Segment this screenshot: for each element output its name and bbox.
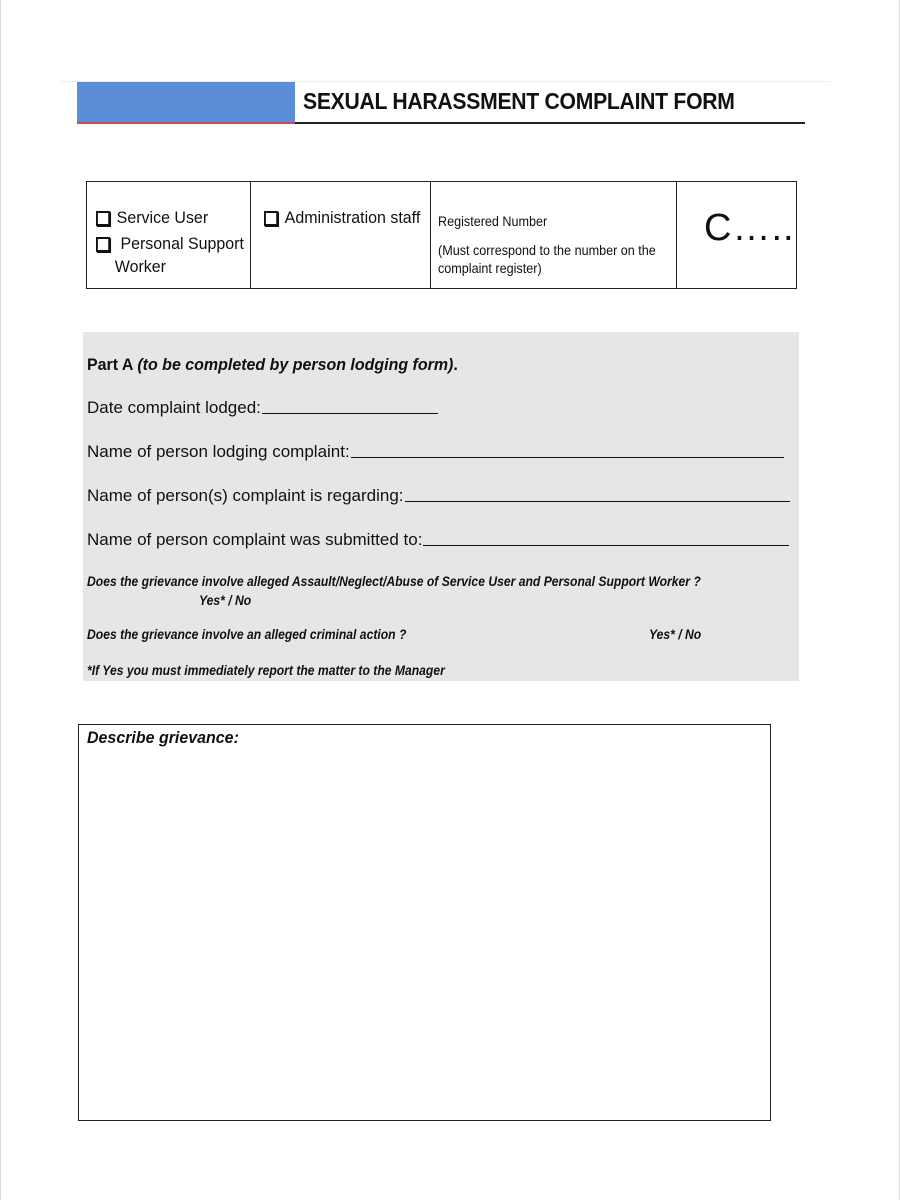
admin-staff-checkbox[interactable] bbox=[264, 211, 278, 226]
registered-number-cell bbox=[431, 182, 677, 289]
user-type-cell bbox=[87, 182, 251, 289]
person-lodging-label: Name of person lodging complaint: bbox=[87, 442, 350, 461]
service-user-option[interactable] bbox=[96, 206, 244, 230]
part-a-heading-bold: Part A bbox=[87, 355, 138, 374]
registered-number-label: Registered Number bbox=[438, 213, 548, 229]
person-regarding-label: Name of person(s) complaint is regarding: bbox=[87, 486, 404, 505]
admin-staff-option[interactable] bbox=[264, 206, 420, 230]
page-edge-left bbox=[0, 0, 1, 1200]
title-underline-accent bbox=[77, 122, 295, 124]
date-lodged-label: Date complaint lodged: bbox=[87, 398, 261, 417]
submitted-to-field bbox=[87, 530, 789, 550]
person-lodging-field bbox=[87, 442, 784, 462]
register-table bbox=[86, 181, 797, 289]
submitted-to-input[interactable] bbox=[423, 544, 789, 546]
grievance-label: Describe grievance: bbox=[87, 728, 239, 747]
service-user-checkbox[interactable] bbox=[96, 211, 110, 226]
registered-number-note-line1: (Must correspond to the number on the bbox=[438, 242, 656, 258]
date-lodged-input[interactable] bbox=[262, 412, 438, 414]
manager-note: *If Yes you must immediately report the matter to the Manager bbox=[87, 663, 445, 678]
question-criminal-answer[interactable]: Yes* / No bbox=[649, 627, 702, 642]
registered-code: C….. bbox=[704, 207, 795, 249]
part-a-heading-end: . bbox=[453, 355, 458, 374]
person-regarding-field bbox=[87, 486, 790, 506]
part-a-section bbox=[83, 332, 799, 681]
question-criminal: Does the grievance involve an alleged criminal action ? bbox=[87, 627, 407, 642]
date-lodged-field bbox=[87, 398, 438, 418]
personal-support-checkbox[interactable] bbox=[96, 237, 110, 252]
personal-support-label-line2: Worker bbox=[114, 257, 167, 276]
admin-staff-cell bbox=[251, 182, 431, 289]
part-a-heading bbox=[87, 355, 458, 375]
person-lodging-input[interactable] bbox=[351, 456, 784, 458]
admin-staff-label: Administration staff bbox=[284, 208, 421, 227]
service-user-label: Service User bbox=[116, 208, 209, 227]
person-regarding-input[interactable] bbox=[405, 500, 790, 502]
part-a-heading-italic: (to be completed by person lodging form) bbox=[137, 355, 454, 374]
submitted-to-label: Name of person complaint was submitted to: bbox=[87, 530, 423, 549]
personal-support-label-line1: Personal Support bbox=[120, 234, 244, 253]
question-assault-answer[interactable]: Yes* / No bbox=[199, 593, 252, 608]
title-accent-block bbox=[77, 82, 295, 122]
question-assault: Does the grievance involve alleged Assault/Neglect/Abuse of Service User and Personal Support Worker ? bbox=[87, 574, 701, 589]
registered-code-cell[interactable] bbox=[677, 182, 797, 289]
page-title: SEXUAL HARASSMENT COMPLAINT FORM bbox=[303, 88, 735, 114]
personal-support-label-line2-row bbox=[96, 255, 244, 279]
grievance-box[interactable] bbox=[78, 724, 771, 1121]
title-bar bbox=[77, 82, 805, 124]
personal-support-option[interactable] bbox=[96, 232, 244, 256]
registered-number-note-line2: complaint register) bbox=[438, 260, 542, 276]
